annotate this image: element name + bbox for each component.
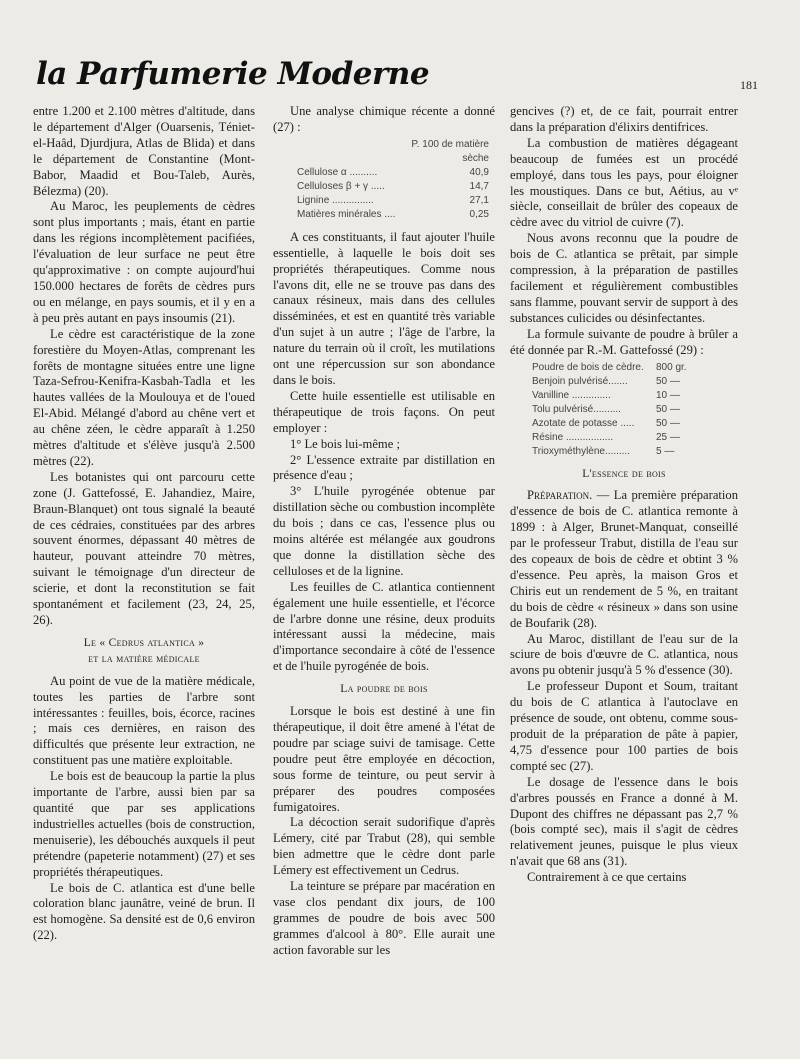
row-label: Matières minérales .... xyxy=(297,208,396,220)
table-header xyxy=(297,138,495,166)
paragraph: A ces constituants, il faut ajouter l'huile essentielle, à laquelle le bois doit ses propriétés thérapeutiques. Comme nous l'avons dit, elle ne se trouve pas dans des canaux résineux, mais dans des cellules disséminées, et est en quantité très variable d'un sujet à un autre ; l'âge de l'arbre, la nature du terrain où il croît, les mutilations ont une répercussion sur son abondance dans le bois. xyxy=(273,229,495,387)
row-value: 0,25 xyxy=(469,208,489,220)
column-1 xyxy=(33,104,255,944)
paragraph: Le bois est de beaucoup la partie la plus importante de l'arbre, aussi bien par sa quantité que par ses applications industrielles actuelles (bois de construction, menuiserie), les débouchés auxquels il peut prétendre (papeterie notamment) (27) et ses propriétés thérapeutiques. xyxy=(33,769,255,879)
paragraph: Les feuilles de C. atlantica contiennent également une huile essentielle, et l'écorce de l'arbre donne une résine, deux produits intéressant aussi la médecine, mais d'importance secondaire à côté de l'essence et de l'huile pyrogénée de bois. xyxy=(273,579,495,674)
row-label: Résine ................. xyxy=(532,431,614,443)
section-heading: L'essence de bois xyxy=(582,467,666,480)
paragraph: Au Maroc, distillant de l'eau sur de la sciure de bois d'œuvre de C. atlantica, nous avons pu obtenir jusqu'à 5 % d'essence (30). xyxy=(510,631,738,678)
section-heading-line: et la matière médicale xyxy=(88,652,200,665)
paragraph: Au Maroc, les peuplements de cèdres sont plus importants ; mais, étant en partie dans les régions incomplètement pacifiées, l'évaluation de leur surface ne peut être qu'approximative : on compte aujourd'hui 150.000 hectares de forêts de cèdres purs ou en mélange, en pays soumis, et il y en a à peu près autant en pays insoumis (21). xyxy=(33,199,255,325)
paragraph-lead: Préparation. xyxy=(527,488,593,503)
table-header-line: P. 100 de matière xyxy=(411,138,489,150)
composition-table xyxy=(297,138,495,222)
list-item: 1° Le bois lui-même ; xyxy=(290,436,400,451)
paragraph: Cette huile essentielle est utilisable en thérapeutique de trois façons. On peut employer : xyxy=(273,388,495,435)
paragraph: Une analyse chimique récente a donné (27) : xyxy=(273,104,495,134)
row-value: 27,1 xyxy=(469,194,489,206)
row-label: Azotate de potasse ..... xyxy=(532,417,635,429)
row-value: 50 — xyxy=(656,417,680,429)
paragraph: Contrairement à ce que certains xyxy=(527,870,687,885)
paragraph: entre 1.200 et 2.100 mètres d'altitude, dans le département d'Alger (Ouarsenis, Téniet-el-Haâd, Djurdjura, Atlas de Blida) et dans le département de Constantine (Mont-Babor, Maadid et Bou-Taleb, Aurès, Bélezma) (20). xyxy=(33,104,255,198)
row-label: Celluloses β + γ ..... xyxy=(297,180,385,192)
table-row xyxy=(532,375,702,389)
table-row xyxy=(297,166,495,180)
section-heading xyxy=(33,636,255,668)
paragraph xyxy=(510,488,738,631)
paragraph: Les botanistes qui ont parcouru cette zone (J. Gattefossé, E. Jahandiez, Maire, Braun-Blanquet) ont tous signalé la beauté de ces cédraies, constituées par des arbres souvent énormes, dépassant 40 mètres de hauteur, pouvant atteindre 70 mètres, suivant le témoignage d'un directeur de scierie, et dont la reconstitution se fait spontanément et facilement (23, 24, 25, 26). xyxy=(33,469,255,627)
paragraph: La teinture se prépare par macération en vase clos pendant dix jours, de 100 grammes de poudre de bois avec 500 grammes d'alcool à 80°. Elle aurait une action favorable sur les xyxy=(273,879,495,957)
table-row xyxy=(297,180,495,194)
paragraph: Au point de vue de la matière médicale, toutes les parties de l'arbre sont intéressantes : feuilles, bois, écorce, racines ; mais ces dernières, en raison des difficultés que présente leur extraction, ne constituent pas une matière exploitable. xyxy=(33,673,255,768)
row-label: Trioxyméthylène......... xyxy=(532,445,630,457)
table-row xyxy=(532,389,702,403)
paragraph: Le dosage de l'essence dans le bois d'arbres poussés en France a donné à M. Dupont des chiffres ne dépassant pas 2,7 % (bois compté sec), mais il s'agit de cèdres relativement jeunes, puisque le plus vieux n'avait que 68 ans (31). xyxy=(510,774,738,869)
paragraph: Le cèdre est caractéristique de la zone forestière du Moyen-Atlas, comprenant les forêts de montagne situées entre une ligne Taza-Sefrou-Kenifra-Kasbah-Tadla et les hautes vallées de la Moulouya et de l'oued El-Abid. Mélangé d'abord au chêne vert et au chêne zéen, le cèdre apparaît à 1.250 mètres d'altitude et s'élève jusqu'à 2.500 mètres (22). xyxy=(33,326,255,468)
section-heading: La poudre de bois xyxy=(340,683,428,696)
section-heading-line: Le « Cedrus atlantica » xyxy=(83,636,205,649)
paragraph: Le professeur Dupont et Soum, traitant du bois de C atlantica à l'autoclave en présence de soude, ont obtenu, comme sous-produit de la préparation de pâte à papier, 4,75 d'essence pour 100 parties de bois compté sec (27). xyxy=(510,679,738,773)
masthead-logo: la Parfumerie Moderne xyxy=(36,56,430,92)
row-label: Vanilline .............. xyxy=(532,389,611,401)
paragraph: La combustion de matières dégageant beaucoup de fumées est un procédé employé, dans tous les pays, pour éloigner les moustiques. Dans ce but, Aétius, au vᵉ siècle, conseillait de brûler des copeaux de cèdre avec du vitriol de cuivre (7). xyxy=(510,135,738,230)
table-header-line: sèche xyxy=(462,152,489,164)
row-label: Tolu pulvérisé.......... xyxy=(532,403,621,415)
row-value: 25 — xyxy=(656,431,680,443)
row-label: Lignine ............... xyxy=(297,194,374,206)
row-label: Cellulose α .......... xyxy=(297,166,378,178)
row-value: 800 gr. xyxy=(656,361,687,373)
table-row xyxy=(532,431,702,445)
row-value: 14,7 xyxy=(469,180,489,192)
page-number: 181 xyxy=(740,78,758,92)
paragraph-text: — La première préparation d'essence de bois de C. atlantica remonte à 1899 : à Alger, Brunet-Manquat, conseillé par le professeur Trabut, distilla de l'eau sur des copeaux de bois de cèdre et obtint 3 % d'essence. Peu après, la maison Gros et Chiris eut un rendement de 5 %, en traitant du bois de cèdre « résineux » dans son usine de Boufarik (28). xyxy=(510,488,738,630)
row-value: 5 — xyxy=(656,445,675,457)
table-row xyxy=(297,194,495,208)
row-value: 50 — xyxy=(656,403,680,415)
paragraph: gencives (?) et, de ce fait, pourrait entrer dans la préparation d'élixirs dentifrices. xyxy=(510,104,738,134)
paragraph: Lorsque le bois est destiné à une fin thérapeutique, il doit être amené à l'état de poudre par sciage suivi de tamisage. Cette poudre peut être employée en décoction, sous forme de teinture, ou peut servir à préparer des poudres composées fumigatoires. xyxy=(273,704,495,814)
paragraph: La décoction serait sudorifique d'après Lémery, cité par Trabut (28), qui semble bien admettre que le cèdre dont parle Lémery est effectivement un Cedrus. xyxy=(273,815,495,878)
row-value: 40,9 xyxy=(469,166,489,178)
row-label: Poudre de bois de cèdre. xyxy=(532,361,644,373)
column-3 xyxy=(510,104,738,886)
list-item: 2° L'essence extraite par distillation en présence d'eau ; xyxy=(273,452,495,483)
row-value: 50 — xyxy=(656,375,680,387)
table-row xyxy=(532,445,702,459)
paragraph: Nous avons reconnu que la poudre de bois de C. atlantica se prêtait, par simple compression, à la préparation de pastilles facilement et régulièrement combustibles sans flamme, pouvant servir de support à des substances culicides ou désinfectantes. xyxy=(510,231,738,325)
table-row xyxy=(297,208,495,222)
table-row xyxy=(532,361,702,375)
paragraph: La formule suivante de poudre à brûler a été donnée par R.-M. Gattefossé (29) : xyxy=(510,326,738,357)
formula-table xyxy=(532,361,702,459)
table-row xyxy=(532,403,702,417)
column-2 xyxy=(273,104,495,959)
paragraph: Le bois de C. atlantica est d'une belle coloration blanc jaunâtre, veiné de brun. Il est homogène. Sa densité est de 0,6 environ (22). xyxy=(33,880,255,943)
table-row xyxy=(532,417,702,431)
list-item: 3° L'huile pyrogénée obtenue par distillation sèche ou combustion incomplète du bois ; dans ce cas, l'essence plus ou moins altérée est mélangée aux goudrons que donne la distillation sèche des celluloses et de la lignine. xyxy=(273,484,495,578)
row-label: Benjoin pulvérisé....... xyxy=(532,375,628,387)
row-value: 10 — xyxy=(656,389,680,401)
